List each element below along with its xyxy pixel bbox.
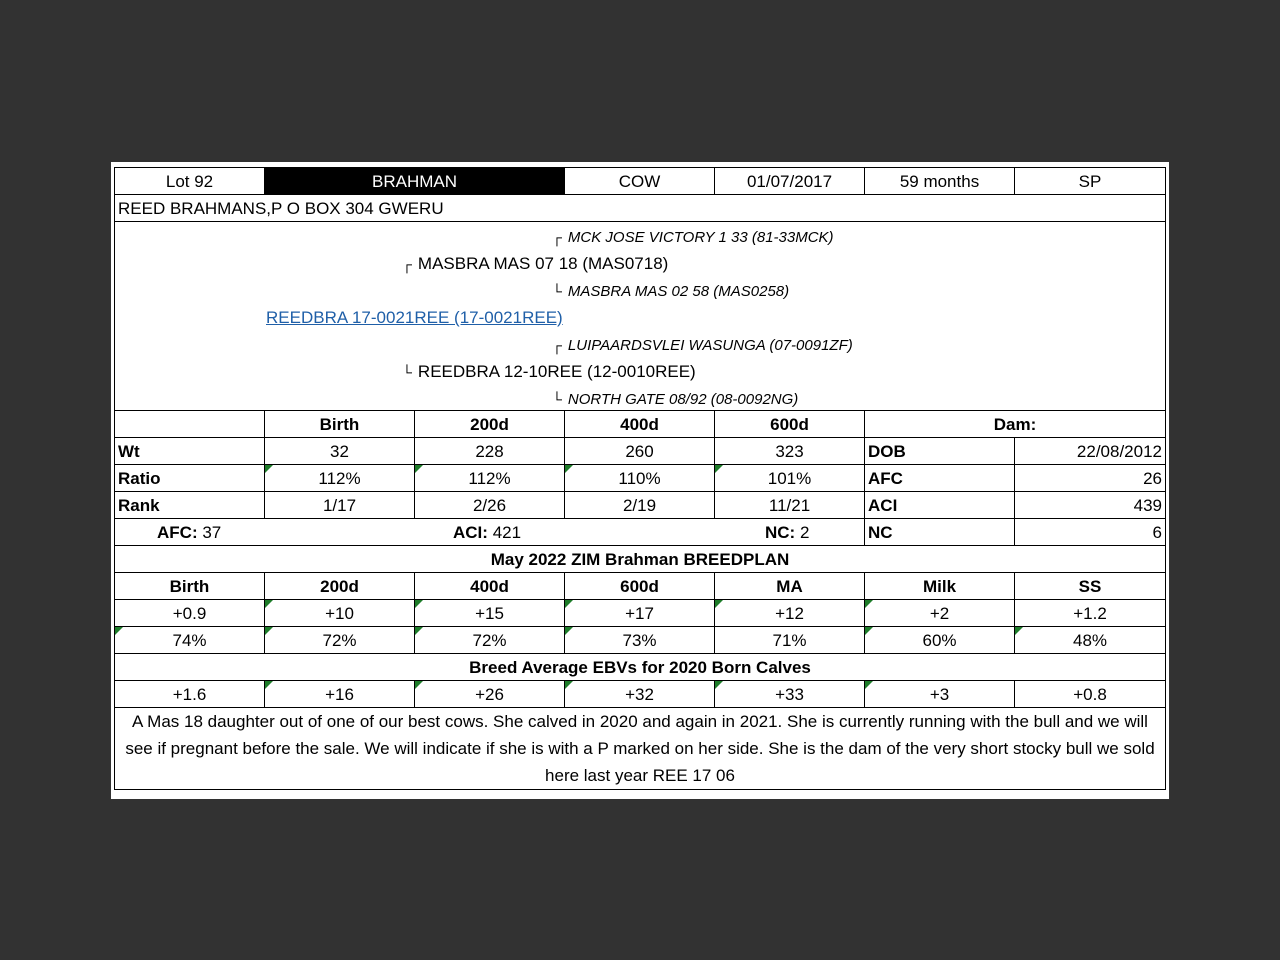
table-cell: 32: [265, 438, 415, 465]
table-cell: 72%: [265, 627, 415, 654]
nc-stat: NC: 2: [765, 522, 810, 542]
lot-number: Lot 92: [115, 168, 265, 195]
table-cell: 101%: [715, 465, 865, 492]
ebv-col-400d: 400d: [415, 573, 565, 600]
pedigree-subject[interactable]: [266, 305, 563, 330]
table-cell: 1/17: [265, 492, 415, 519]
dam-aci-value: 439: [1015, 492, 1166, 519]
blank-cell: [115, 411, 265, 438]
ebv-col-600d: 600d: [565, 573, 715, 600]
col-600d: 600d: [715, 411, 865, 438]
performance-header-row: [115, 411, 1166, 438]
col-400d: 400d: [565, 411, 715, 438]
lot-description: A Mas 18 daughter out of one of our best cows. She calved in 2020 and again in 2021. She is currently running with the bull and we will see if pregnant before the sale. We will indicate if she is with a P marked on her side. She is the dam of the very short stocky bull we sold here last year REE 17 06: [115, 708, 1166, 790]
pedigree-sire: ┌ MASBRA MAS 07 18 (MAS0718): [402, 254, 669, 273]
row-label: Ratio: [115, 465, 265, 492]
pedigree: [115, 222, 1166, 411]
description-row: [115, 708, 1166, 790]
status-code: SP: [1015, 168, 1166, 195]
table-cell: 228: [415, 438, 565, 465]
col-200d: 200d: [415, 411, 565, 438]
table-cell: +16: [265, 681, 415, 708]
fertility-summary: [115, 519, 865, 546]
breeder-address: REED BRAHMANS,P O BOX 304 GWERU: [115, 195, 1166, 222]
ebv-col-birth: Birth: [115, 573, 265, 600]
table-cell: +0.8: [1015, 681, 1166, 708]
table-cell: 60%: [865, 627, 1015, 654]
table-cell: +12: [715, 600, 865, 627]
aci-stat: ACI: 421: [453, 522, 522, 542]
lot-table: [114, 167, 1166, 790]
breed-name: BRAHMAN: [265, 168, 565, 195]
table-cell: +10: [265, 600, 415, 627]
breeder-row: [115, 195, 1166, 222]
table-cell: +32: [565, 681, 715, 708]
table-cell: 2/19: [565, 492, 715, 519]
pedigree-row: [115, 222, 1166, 411]
table-cell: 11/21: [715, 492, 865, 519]
table-cell: 112%: [265, 465, 415, 492]
table-cell: +15: [415, 600, 565, 627]
pedigree-dam-sire: ┌ LUIPAARDSVLEI WASUNGA (07-0091ZF): [552, 337, 853, 354]
table-cell: 112%: [415, 465, 565, 492]
table-cell: 48%: [1015, 627, 1166, 654]
table-cell: +1.2: [1015, 600, 1166, 627]
table-cell: 2/26: [415, 492, 565, 519]
pedigree-dam: └ REEDBRA 12-10REE (12-0010REE): [402, 362, 696, 381]
table-cell: +26: [415, 681, 565, 708]
dam-nc-label: NC: [865, 519, 1015, 546]
table-cell: 71%: [715, 627, 865, 654]
ebv-col-ss: SS: [1015, 573, 1166, 600]
age: 59 months: [865, 168, 1015, 195]
table-cell: +17: [565, 600, 715, 627]
ebv-col-200d: 200d: [265, 573, 415, 600]
dam-aci-label: ACI: [865, 492, 1015, 519]
ebv-col-milk: Milk: [865, 573, 1015, 600]
table-cell: 323: [715, 438, 865, 465]
date-of-birth: 01/07/2017: [715, 168, 865, 195]
ratio-row: [115, 465, 1166, 492]
dam-afc-label: AFC: [865, 465, 1015, 492]
table-cell: +3: [865, 681, 1015, 708]
ebv-col-ma: MA: [715, 573, 865, 600]
row-label: Wt: [115, 438, 265, 465]
breedplan-header-row: [115, 573, 1166, 600]
table-cell: 73%: [565, 627, 715, 654]
breed-average-title: Breed Average EBVs for 2020 Born Calves: [115, 654, 1166, 681]
table-cell: +1.6: [115, 681, 265, 708]
breedplan-title: May 2022 ZIM Brahman BREEDPLAN: [115, 546, 1166, 573]
pedigree-sire-dam: └ MASBRA MAS 02 58 (MAS0258): [552, 283, 790, 300]
dam-dob-value: 22/08/2012: [1015, 438, 1166, 465]
table-cell: 260: [565, 438, 715, 465]
table-cell: 72%: [415, 627, 565, 654]
dam-dob-label: DOB: [865, 438, 1015, 465]
table-cell: +2: [865, 600, 1015, 627]
breed-average-row: [115, 681, 1166, 708]
row-label: Rank: [115, 492, 265, 519]
dam-afc-value: 26: [1015, 465, 1166, 492]
rank-row: [115, 492, 1166, 519]
accuracy-row: [115, 627, 1166, 654]
table-cell: 74%: [115, 627, 265, 654]
breedplan-title-row: [115, 546, 1166, 573]
table-cell: +0.9: [115, 600, 265, 627]
subject-link[interactable]: REEDBRA 17-0021REE (17-0021REE): [266, 308, 563, 327]
col-birth: Birth: [265, 411, 415, 438]
lot-card: [111, 162, 1169, 799]
dam-header: Dam:: [865, 411, 1166, 438]
dam-nc-value: 6: [1015, 519, 1166, 546]
header-row: [115, 168, 1166, 195]
afc-stat: AFC: 37: [157, 522, 222, 542]
table-cell: +33: [715, 681, 865, 708]
pedigree-sire-sire: ┌ MCK JOSE VICTORY 1 33 (81-33MCK): [552, 229, 834, 246]
pedigree-dam-dam: └ NORTH GATE 08/92 (08-0092NG): [552, 391, 799, 408]
ebv-row: [115, 600, 1166, 627]
breed-average-title-row: [115, 654, 1166, 681]
weight-row: [115, 438, 1166, 465]
sex: COW: [565, 168, 715, 195]
table-cell: 110%: [565, 465, 715, 492]
fertility-row: [115, 519, 1166, 546]
